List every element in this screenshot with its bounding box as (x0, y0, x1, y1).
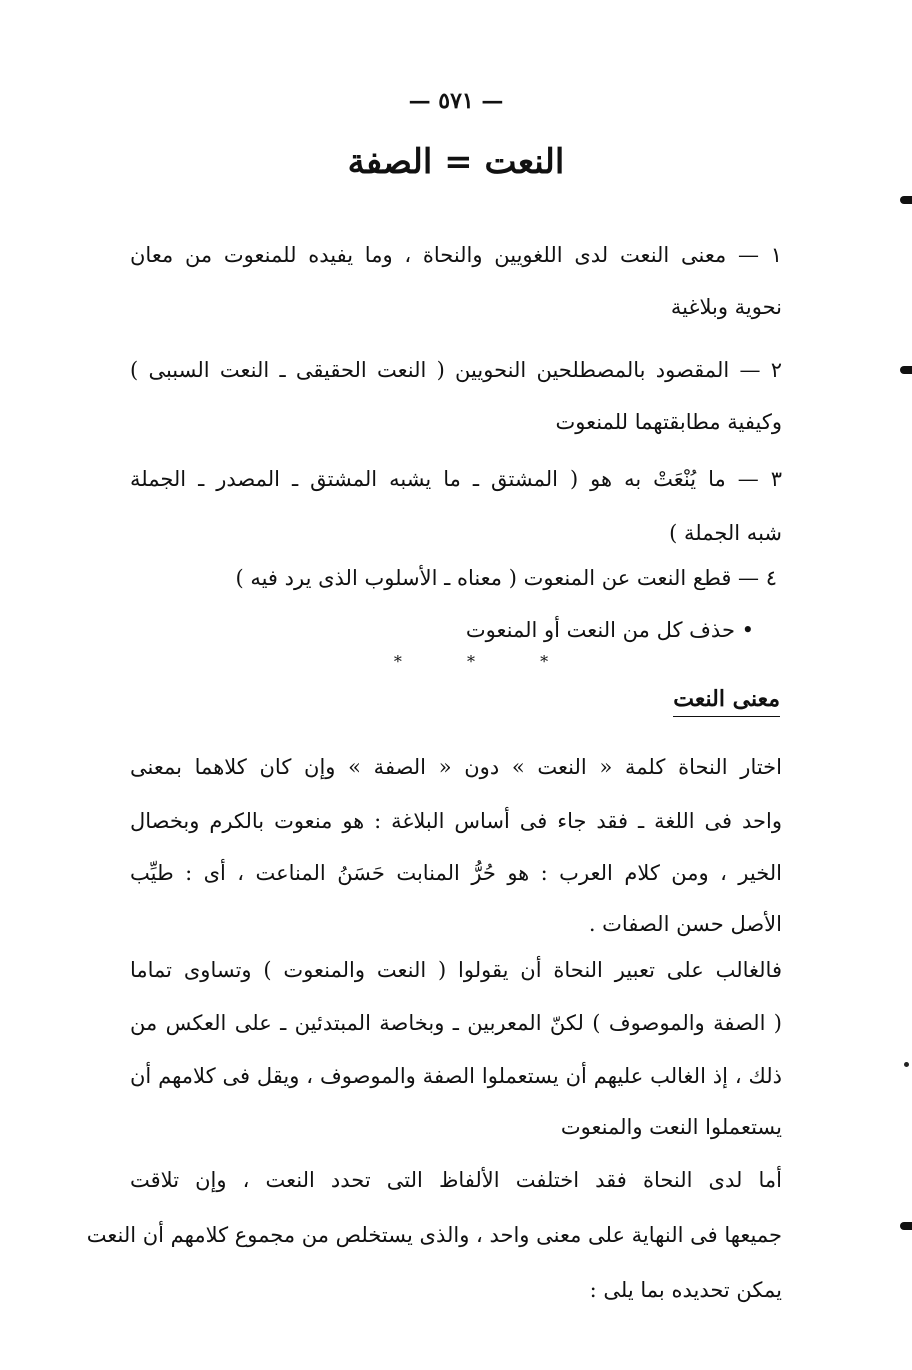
scan-margin-mark (900, 366, 912, 374)
outline-item-2-line-2: وكيفية مطابقتهما للمنعوت (555, 410, 782, 434)
paragraph-3-line-3: يمكن تحديده بما يلى : (589, 1278, 782, 1302)
outline-item-1-line-1: ١ — معنى النعت لدى اللغويين والنحاة ، وما يفيده للمنعوت من معان (130, 243, 782, 267)
scan-margin-mark (900, 196, 912, 204)
section-heading: معنى النعت (673, 686, 780, 717)
outline-item-4: ٤ — قطع النعت عن المنعوت ( معناه ـ الأسلوب الذى يرد فيه ) (235, 566, 777, 590)
page-number: — ٥٧١ — (408, 88, 504, 114)
paragraph-2-line-1: فالغالب على تعبير النحاة أن يقولوا ( النعت والمنعوت ) وتساوى تماما (130, 958, 782, 982)
paragraph-3-line-1: أما لدى النحاة فقد اختلفت الألفاظ التى تحدد النعت ، وإن تلاقت (130, 1168, 782, 1192)
paragraph-1-line-3: الخير ، ومن كلام العرب : هو حُرُّ المنابت حَسَنُ المناعت ، أى : طيِّب (130, 861, 782, 885)
paragraph-2-line-2: ( الصفة والموصوف ) لكنّ المعربين ـ وبخاصة المبتدئين ـ على العكس من (130, 1011, 782, 1035)
paragraph-1-line-2: واحد فى اللغة ـ فقد جاء فى أساس البلاغة : هو منعوت بالكرم وبخصال (130, 809, 782, 833)
paragraph-1-line-4: الأصل حسن الصفات . (588, 912, 782, 936)
outline-item-3-line-1: ٣ — ما يُنْعَتْ به هو ( المشتق ـ ما يشبه المشتق ـ المصدر ـ الجملة (130, 467, 782, 491)
paragraph-2-line-4: يستعملوا النعت والمنعوت (560, 1115, 782, 1139)
outline-item-3-line-2: شبه الجملة ) (669, 521, 782, 545)
section-separator: * * * (393, 652, 579, 671)
outline-item-bullet: • حذف كل من النعت أو المنعوت (465, 618, 754, 642)
outline-item-1-line-2: نحوية وبلاغية (670, 295, 782, 319)
chapter-title: النعت = الصفة (347, 142, 565, 182)
paragraph-1-line-1: اختار النحاة كلمة « النعت » دون « الصفة » وإن كان كلاهما بمعنى (130, 755, 782, 779)
scan-dot-mark (904, 1062, 909, 1067)
paragraph-3-line-2: جميعها فى النهاية على معنى واحد ، والذى يستخلص من مجموع كلامهم أن النعت (86, 1223, 782, 1247)
outline-item-2-line-1: ٢ — المقصود بالمصطلحين النحويين ( النعت الحقيقى ـ النعت السببى ) (130, 358, 782, 382)
paragraph-2-line-3: ذلك ، إذ الغالب عليهم أن يستعملوا الصفة والموصوف ، ويقل فى كلامهم أن (130, 1064, 782, 1088)
scan-margin-mark (900, 1222, 912, 1230)
